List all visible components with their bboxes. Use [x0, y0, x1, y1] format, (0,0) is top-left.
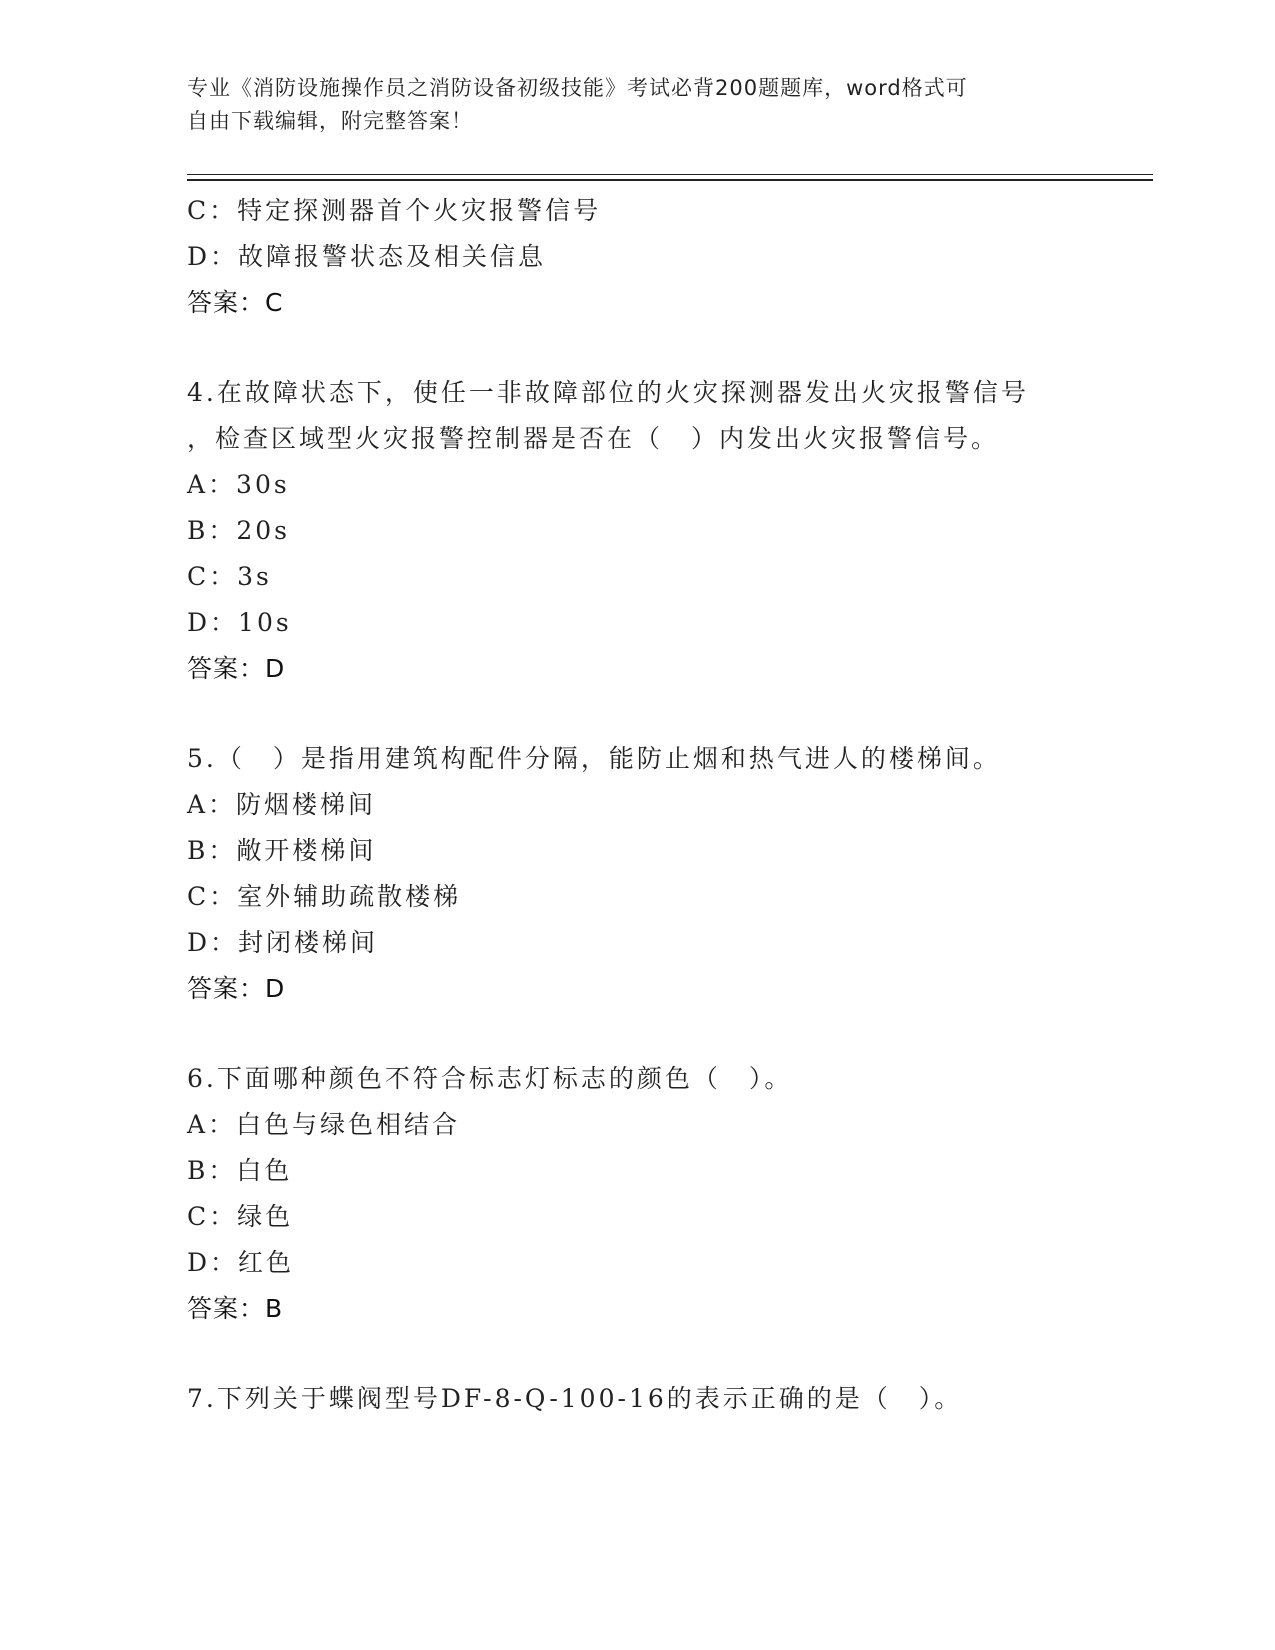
answer: 答案：D — [187, 974, 286, 1003]
option-a: A：白色与绿色相结合 — [187, 1110, 461, 1139]
question-stem-continued: ，检查区域型火灾报警控制器是否在（ ）内发出火灾报警信号。 — [187, 424, 1000, 453]
option-d: D：故障报警状态及相关信息 — [187, 242, 547, 271]
option-c: C：3s — [187, 562, 272, 591]
question-7 — [187, 1376, 1153, 1422]
header-line-1: 专业《消防设施操作员之消防设备初级技能》考试必背200题题库，word格式可 — [187, 76, 968, 100]
option-b: B：敞开楼梯间 — [187, 836, 377, 865]
question-5 — [187, 736, 1153, 1012]
option-c: C：特定探测器首个火灾报警信号 — [187, 196, 602, 225]
header-line-2: 自由下载编辑，附完整答案！ — [187, 109, 473, 133]
option-b: B：白色 — [187, 1156, 293, 1185]
question-6 — [187, 1056, 1153, 1332]
header-divider-thin — [187, 174, 1153, 175]
spacer — [187, 692, 1153, 736]
option-d: D：红色 — [187, 1248, 295, 1277]
answer: 答案：C — [187, 288, 284, 317]
question-stem: 7.下列关于蝶阀型号DF-8-Q-100-16的表示正确的是（ ）。 — [187, 1384, 963, 1413]
spacer — [187, 1332, 1153, 1376]
option-c: C：绿色 — [187, 1202, 294, 1231]
answer: 答案：B — [187, 1294, 284, 1323]
question-stem: 4.在故障状态下，使任一非故障部位的火灾探测器发出火灾报警信号 — [187, 378, 1029, 407]
option-a: A：30s — [187, 470, 290, 499]
option-a: A：防烟楼梯间 — [187, 790, 377, 819]
option-d: D：10s — [187, 608, 292, 637]
question-stem: 5.（ ）是指用建筑构配件分隔，能防止烟和热气进人的楼梯间。 — [187, 744, 1001, 773]
document-header — [187, 72, 1087, 138]
question-list — [187, 188, 1153, 1422]
spacer — [187, 326, 1153, 370]
option-c: C：室外辅助疏散楼梯 — [187, 882, 462, 911]
question-stem: 6.下面哪种颜色不符合标志灯标志的颜色（ ）。 — [187, 1064, 793, 1093]
option-d: D：封闭楼梯间 — [187, 928, 379, 957]
question-4 — [187, 370, 1153, 692]
spacer — [187, 1012, 1153, 1056]
answer: 答案：D — [187, 654, 286, 683]
question-3-tail — [187, 188, 1153, 326]
option-b: B：20s — [187, 516, 291, 545]
header-divider-thick — [187, 179, 1153, 181]
